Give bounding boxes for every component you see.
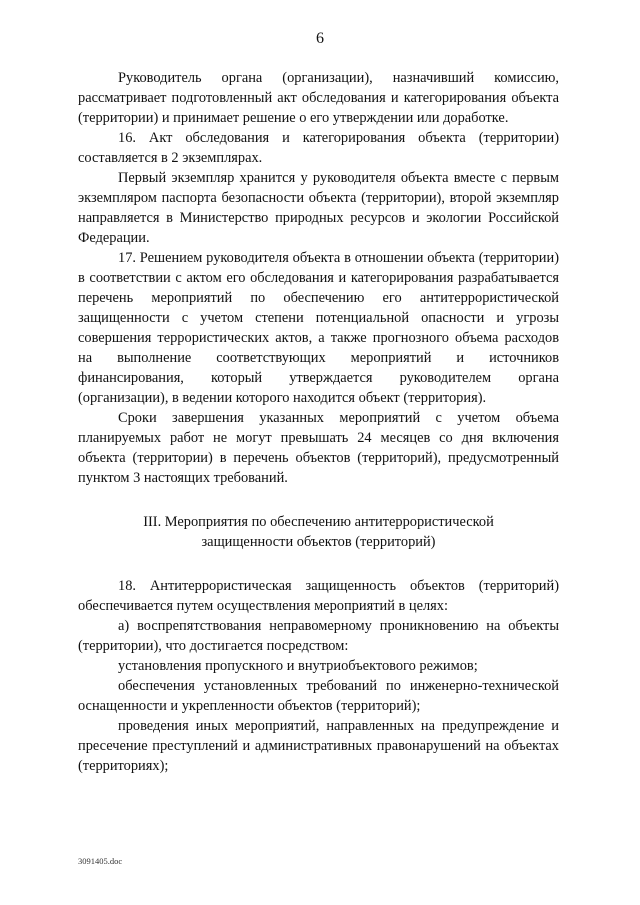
paragraph-18: 18. Антитеррористическая защищенность объектов (территорий) обеспечивается путем осуществления мероприятий в целях:: [78, 578, 559, 614]
list-item-access-regime: установления пропускного и внутриобъектового режимов;: [118, 658, 478, 674]
document-body: [78, 68, 559, 776]
paragraph-commission-decision: Руководитель органа (организации), назначивший комиссию, рассматривает подготовленный акт обследования и категорирования объекта (территории) и принимает решение о его утверждении или доработке.: [78, 70, 559, 126]
section-heading-line-2: защищенности объектов (территорий): [201, 534, 436, 550]
page-number: 6: [316, 30, 324, 47]
list-item-other-measures: проведения иных мероприятий, направленных на предупреждение и пресечение преступлений и административных правонарушений на объектах (территориях);: [78, 718, 559, 774]
paragraph-deadlines: Сроки завершения указанных мероприятий с учетом объема планируемых работ не могут превышать 24 месяцев со дня включения объекта (территории) в перечень объектов (территорий), предусмотренный пунктом 3 настоящих требований.: [78, 410, 559, 486]
paragraph-18a: а) воспрепятствования неправомерному проникновению на объекты (территории), что достигается посредством:: [78, 618, 559, 654]
list-item-technical-requirements: обеспечения установленных требований по инженерно-технической оснащенности и укрепленности объектов (территорий);: [78, 678, 559, 714]
paragraph-copies: Первый экземпляр хранится у руководителя объекта вместе с первым экземпляром паспорта безопасности объекта (территории), второй экземпляр направляется в Министерство природных ресурсов и экологии Российской Федерации.: [78, 170, 559, 246]
section-heading: [78, 512, 559, 552]
paragraph-17: 17. Решением руководителя объекта в отношении объекта (территории) в соответствии с актом его обследования и категорирования разрабатывается перечень мероприятий по обеспечению его антитеррористической защищенности с учетом степени потенциальной опасности и угрозы совершения террористических актов, а также прогнозного объема расходов на выполнение соответствующих мероприятий и источников финансирования, который утверждается руководителем органа (организации), в ведении которого находится объект (территория).: [78, 250, 559, 406]
paragraph-16: 16. Акт обследования и категорирования объекта (территории) составляется в 2 экземплярах.: [78, 130, 559, 166]
footer-document-code: 3091405.doc: [78, 856, 123, 866]
section-heading-line-1: III. Мероприятия по обеспечению антитеррористической: [143, 514, 494, 530]
